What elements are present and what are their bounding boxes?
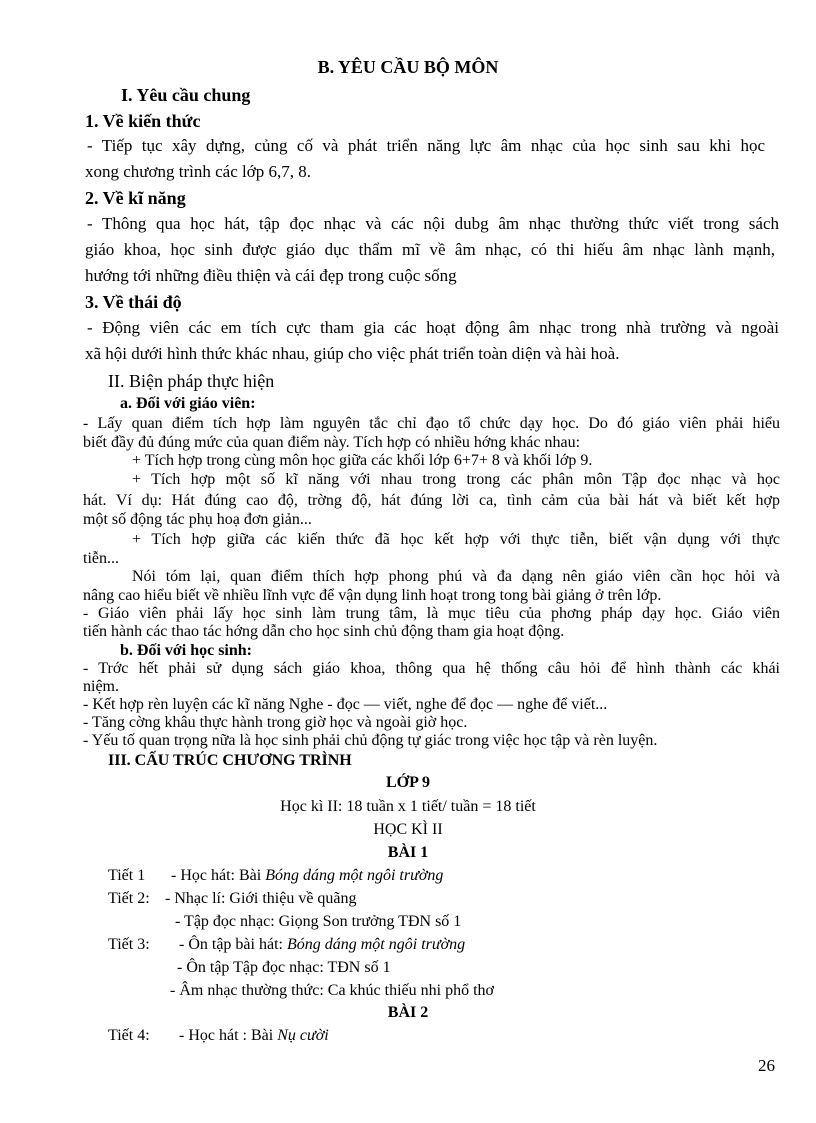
skills-line-2: giáo khoa, học sinh được giáo dục thẩm mĩ về âm nhạc, có thi hiếu âm nhạc lành mạnh, [85,240,775,259]
knowledge-line-2: xong chương trình các lớp 6,7, 8. [85,162,311,181]
period-1-label: Tiết 1 [108,867,146,884]
period-3-item-2: - Ôn tập Tập đọc nhạc: TĐN số 1 [177,959,391,976]
period-1-content [171,867,443,885]
lesson2-title: BÀI 2 [387,1004,429,1021]
teachers-line-12: tiến hành các thao tác hớng dẫn cho học sinh chủ động tham gia hoạt động. [83,623,565,640]
teachers-line-8: tiễn... [83,550,119,567]
skills-line-3: hướng tới những điều thiện và cái đẹp trong cuộc sống [85,266,457,285]
part2-heading: II. Biện pháp thực hiện [108,371,275,391]
teachers-line-3: + Tích hợp trong cùng môn học giữa các khối lớp 6+7+ 8 và khối lớp 9. [132,452,593,469]
period-3-prefix: - Ôn tập bài hát: [179,936,287,953]
teachers-line-4: + Tích hợp một số kĩ năng với nhau trong trong các phân môn Tập đọc nhạc và học [132,471,780,488]
skills-line-1: - Thông qua học hát, tập đọc nhạc và các nội dubg âm nhạc thường thức viết trong sách [87,214,779,233]
teachers-line-6: một số động tác phụ hoạ đơn giản... [83,511,312,528]
teachers-line-7: + Tích hợp giữa các kiến thức đã học kết hợp với thực tiễn, biết vận dụng với thực [132,531,780,548]
period-4-label: Tiết 4: [108,1027,150,1044]
semester-summary: Học kì II: 18 tuần x 1 tiết/ tuần = 18 tiết [280,798,536,815]
period-2-item-2: - Tập đọc nhạc: Giọng Son trưởng TĐN số 1 [175,913,462,930]
page-number: 26 [758,1056,775,1075]
teachers-line-5: hát. Ví dụ: Hát đúng cao độ, trờng độ, hát đúng lời ca, tình cảm của bài hát và biết kết hợp [83,492,780,509]
period-2-label: Tiết 2: [108,890,150,907]
part3-heading: III. CẤU TRÚC CHƯƠNG TRÌNH [108,752,352,769]
knowledge-heading: 1. Về kiến thức [85,111,201,131]
students-heading: b. Đối với học sinh: [120,642,252,659]
grade-title: LỚP 9 [385,774,430,791]
attitude-line-1: - Động viên các em tích cực tham gia các hoạt động âm nhạc trong nhà trường và ngoài [87,318,779,337]
teachers-line-10: nâng cao hiểu biết về nhiều lĩnh vực để vận dụng linh hoạt trong tong bài giảng ở trên lớp. [83,587,662,604]
part1-heading [121,85,250,106]
period-3-label: Tiết 3: [108,936,150,953]
students-line-2: niệm. [83,678,119,695]
section-title: B. YÊU CẦU BỘ MÔN [317,57,499,77]
attitude-line-2: xã hội dưới hình thức khác nhau, giúp cho việc phát triển toàn diện và hài hoà. [85,344,620,363]
students-line-5: - Yếu tố quan trọng nữa là học sinh phải chủ động tự giác trong việc học tập và rèn luyện. [83,732,658,749]
period-3-item-1 [179,936,465,954]
part1-heading-text: I. Yêu cầu chung [121,85,251,105]
teachers-line-9: Nói tóm lại, quan điểm thích hợp phong phú và đa dạng nên giáo viên cần học hỏi và [132,568,780,585]
teachers-heading: a. Đối với giáo viên: [120,395,256,412]
skills-heading: 2. Về kĩ năng [85,188,186,208]
lesson1-title: BÀI 1 [387,844,429,861]
period-4-prefix: - Học hát : Bài [179,1027,278,1044]
students-line-3: - Kết hợp rèn luyện các kĩ năng Nghe - đọc — viết, nghe để đọc — nghe để viết... [83,696,608,713]
semester-title: HỌC KÌ II [373,821,443,838]
period-4-song: Nụ cười [277,1027,329,1044]
period-1-prefix: - Học hát: Bài [171,867,266,884]
period-2-item-1: - Nhạc lí: Giới thiệu về quãng [165,890,357,907]
period-3-song: Bóng dáng một ngôi trường [286,936,466,953]
teachers-line-11: - Giáo viên phải lấy học sinh làm trung tâm, là mục tiêu của phơng pháp dạy học. Giáo viên [83,605,780,622]
period-4-content [179,1027,329,1045]
students-line-4: - Tăng cờng khâu thực hành trong giờ học và ngoài giờ học. [83,714,468,731]
knowledge-line-1: - Tiếp tục xây dựng, củng cố và phát triển năng lực âm nhạc của học sinh sau khi học [87,136,765,155]
students-line-1: - Trớc hết phải sử dụng sách giáo khoa, thông qua hệ thống câu hỏi để hình thành các khái [83,660,780,677]
teachers-line-1: - Lấy quan điểm tích hợp làm nguyên tắc chỉ đạo tổ chức dạy học. Do đó giáo viên phải hiểu [83,415,780,432]
period-3-item-3: - Âm nhạc thường thức: Ca khúc thiếu nhi phổ thơ [170,982,494,999]
attitude-heading: 3. Về thái độ [85,292,182,312]
teachers-line-2: biết đầy đủ đúng mức của quan điểm này. Tích hợp có nhiều hớng khác nhau: [83,434,581,451]
period-1-song: Bóng dáng một ngôi trường [265,867,444,884]
